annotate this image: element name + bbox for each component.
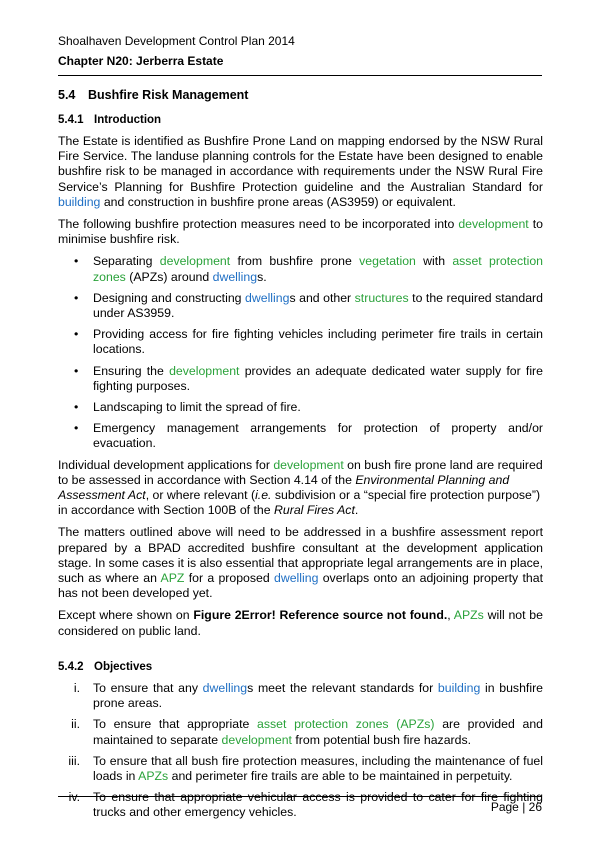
subsection-heading-objectives	[58, 661, 543, 673]
list-item	[58, 421, 543, 451]
text: will not be considered on public land.	[58, 608, 543, 638]
text: to minimise bushfire risk.	[58, 217, 543, 247]
measures-paragraph	[58, 217, 543, 247]
list-item	[58, 754, 543, 784]
list-number: i.	[73, 680, 80, 695]
chapter-title: Chapter N20: Jerberra Estate	[58, 54, 224, 68]
abbreviation: i.e.	[255, 488, 272, 503]
subsection-title: Introduction	[94, 114, 162, 126]
text: from bushfire prone	[230, 254, 360, 269]
page-header	[58, 33, 542, 70]
text: (APZs) around	[125, 269, 213, 284]
link-asset-protection-zones[interactable]: asset protection zones (APZs)	[257, 717, 435, 732]
except-paragraph	[58, 608, 543, 638]
link-structures[interactable]: structures	[354, 290, 409, 305]
text: to the required standard under AS3959.	[93, 290, 543, 321]
measures-list	[58, 254, 543, 451]
link-dwelling[interactable]: dwelling	[274, 571, 319, 586]
text: s meet the relevant standards for	[247, 680, 438, 695]
bullet-icon: •	[74, 327, 79, 342]
bullet-icon: •	[74, 254, 79, 269]
list-item	[58, 681, 543, 711]
link-apzs[interactable]: APZs	[138, 768, 169, 783]
text: Providing access for fire fighting vehicles including perimeter fire trails in certain locations.	[93, 327, 543, 357]
subsection-heading-introduction	[58, 114, 543, 126]
text: s and other	[289, 290, 355, 305]
matters-paragraph	[58, 525, 543, 601]
link-development[interactable]: development	[221, 732, 292, 747]
subsection-number: 5.4.2	[58, 660, 84, 673]
subsection-title: Objectives	[94, 660, 153, 673]
text: Except where shown on	[58, 608, 194, 623]
text: The following bushfire protection measures need to be incorporated into	[58, 217, 459, 232]
text: from potential bush fire hazards.	[291, 732, 472, 747]
text: and perimeter fire trails are able to be maintained in perpetuity.	[168, 768, 513, 783]
act-name: Rural Fires Act	[274, 503, 355, 518]
bullet-icon: •	[74, 421, 79, 436]
text: To ensure that appropriate vehicular access is provided to cater for fire fighting trucks and other emergency vehicles.	[93, 790, 543, 820]
link-apz[interactable]: APZ	[160, 571, 185, 586]
text: on bush fire prone land are required to be assessed in accordance with Section 4.14 of the	[58, 457, 543, 487]
list-item	[58, 717, 543, 747]
text: provides an adequate dedicated water supply for fire fighting purposes.	[93, 363, 543, 393]
text: with	[415, 254, 453, 269]
link-dwelling[interactable]: dwelling	[202, 680, 248, 695]
bullet-icon: •	[74, 363, 79, 378]
objectives-list	[58, 681, 543, 821]
bullet-icon: •	[74, 400, 79, 415]
act-name: Environmental Planning and Assessment Act	[58, 472, 510, 503]
text: To ensure that all bush fire protection measures, including the maintenance of fuel loads in	[93, 753, 543, 783]
text: Individual development applications for	[58, 457, 274, 472]
link-apzs[interactable]: APZs	[453, 608, 484, 623]
text: Emergency management arrangements for protection of property and/or evacuation.	[93, 421, 543, 451]
link-vegetation[interactable]: vegetation	[359, 254, 416, 269]
text: ,	[447, 608, 454, 623]
link-asset-protection-zones[interactable]: asset protection zones	[93, 254, 543, 284]
text: , or where relevant (	[145, 488, 256, 503]
list-item	[58, 254, 543, 284]
text: s.	[257, 269, 267, 284]
text: To ensure that any	[93, 680, 203, 695]
subsection-number: 5.4.1	[58, 114, 84, 126]
link-development[interactable]: development	[273, 457, 344, 472]
document-title: Shoalhaven Development Control Plan 2014	[58, 34, 295, 48]
text: for a proposed	[184, 571, 274, 586]
header-divider	[58, 75, 542, 76]
list-number: iii.	[68, 753, 80, 768]
text: subdivision or a “special fire protection purpose”) in accordance with Section 100B of the	[58, 488, 541, 518]
text: and construction in bushfire prone areas (AS3959) or equivalent.	[100, 194, 456, 209]
link-dwelling[interactable]: dwelling	[245, 290, 290, 305]
section-title: Bushfire Risk Management	[88, 88, 249, 102]
list-item	[58, 364, 543, 394]
link-development[interactable]: development	[159, 254, 231, 269]
bullet-icon: •	[74, 290, 79, 305]
link-development[interactable]: development	[458, 217, 529, 232]
page-content	[58, 88, 543, 827]
text: The Estate is identified as Bushfire Prone Land on mapping endorsed by the NSW Rural Fire Service. The landuse planning controls for the Estate have been designed to enable bushfire risk to be managed in accordance with requirements under the NSW Rural Fire Service’s Planning for Bushfire Protection guideline and the Australian Standard for	[58, 134, 543, 194]
text: .	[354, 503, 359, 518]
list-item	[58, 291, 543, 321]
list-number: ii.	[71, 717, 80, 732]
figure-reference[interactable]: Figure 2Error! Reference source not found.	[193, 608, 448, 623]
link-development[interactable]: development	[169, 363, 240, 378]
intro-paragraph	[58, 134, 543, 210]
footer-divider	[58, 796, 542, 797]
section-number: 5.4	[58, 88, 76, 102]
section-heading	[58, 88, 543, 102]
list-item	[58, 400, 543, 415]
text: Ensuring the	[93, 363, 170, 378]
link-building[interactable]: building	[437, 680, 481, 695]
text: overlaps onto an adjoining property that has not been developed yet.	[58, 571, 543, 601]
list-number: iv.	[68, 790, 80, 805]
text: in bushfire prone areas.	[93, 680, 544, 711]
text: are provided and maintained to separate	[93, 717, 543, 747]
text: To ensure that appropriate	[93, 717, 258, 732]
individual-applications-paragraph	[58, 458, 543, 519]
page-number: Page | 26	[490, 800, 542, 814]
link-dwelling[interactable]: dwelling	[212, 269, 258, 284]
link-building[interactable]: building	[58, 194, 101, 209]
list-item	[58, 790, 543, 820]
text: Designing and constructing	[93, 290, 246, 305]
text: The matters outlined above will need to be addressed in a bushfire assessment report prepared by a BPAD accredited bushfire consultant at the development application stage. In some cases it is also essential that appropriate legal arrangements are in place, such as where an	[58, 525, 543, 586]
list-item	[58, 327, 543, 357]
text: Separating	[93, 254, 160, 269]
text: Landscaping to limit the spread of fire.	[93, 400, 301, 415]
